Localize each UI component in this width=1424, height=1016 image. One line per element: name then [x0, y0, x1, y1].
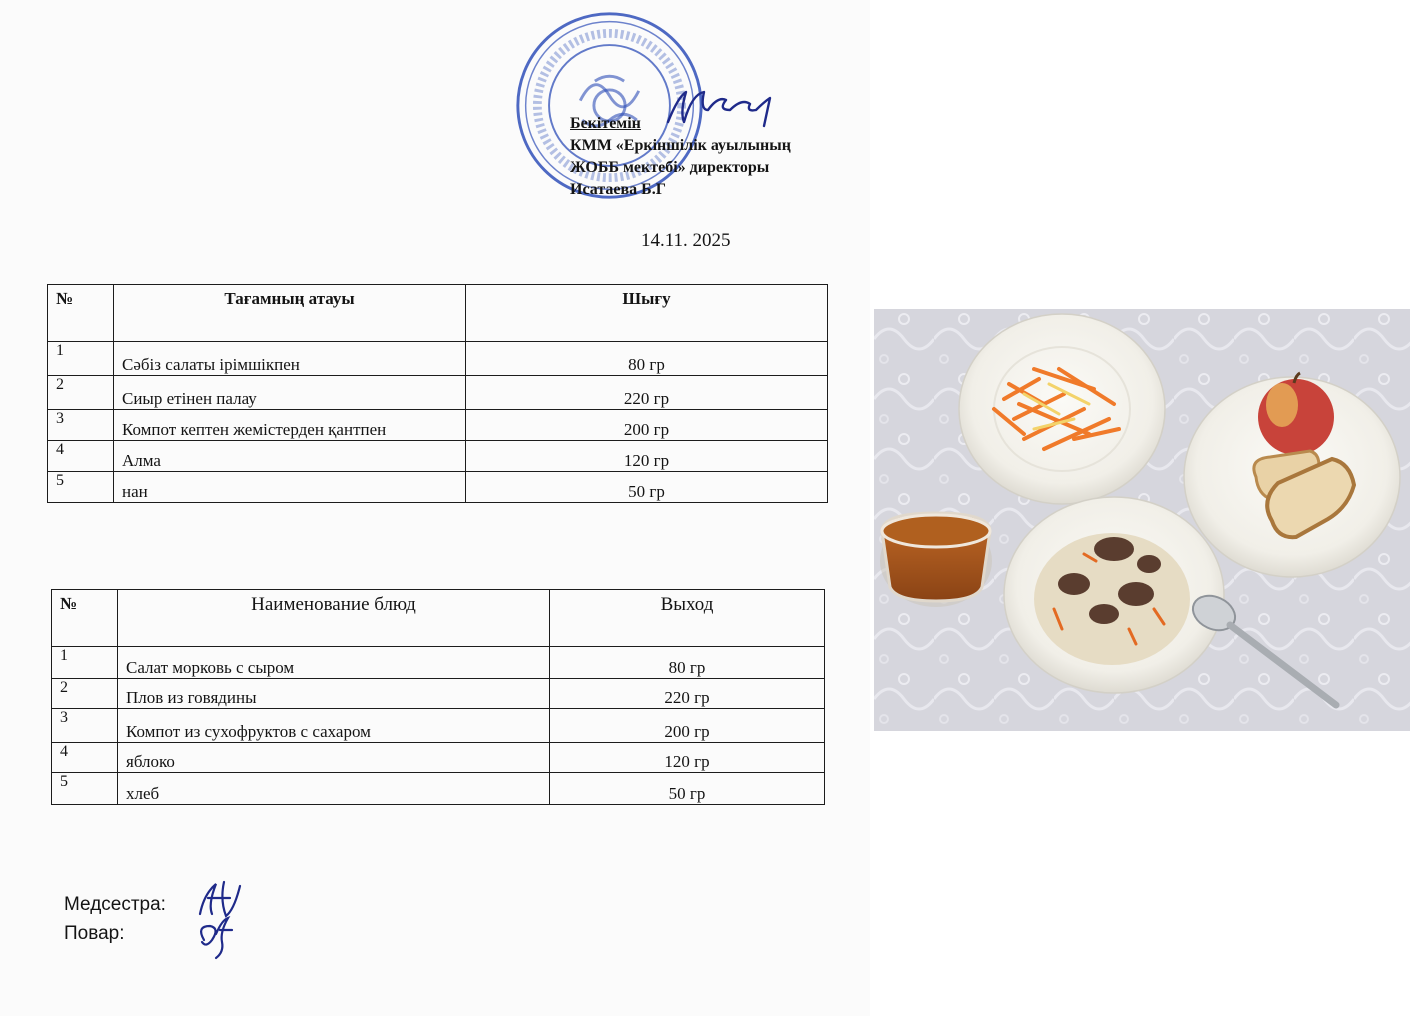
- column-header-output: Шығу: [466, 285, 828, 342]
- dish-output: 120 гр: [466, 441, 828, 472]
- table-row: [52, 743, 825, 773]
- row-number: 5: [48, 472, 114, 503]
- dish-name: яблоко: [118, 743, 550, 773]
- dish-name: Сиыр етінен палау: [114, 376, 466, 410]
- menu-table-kazakh: [47, 284, 828, 503]
- dish-name: Компот из сухофруктов с сахаром: [118, 709, 550, 743]
- table-row: [52, 709, 825, 743]
- dish-output: 80 гр: [550, 647, 825, 679]
- menu-table-russian: [51, 589, 825, 805]
- dish-output: 200 гр: [466, 410, 828, 441]
- dish-name: Плов из говядины: [118, 679, 550, 709]
- dish-output: 220 гр: [550, 679, 825, 709]
- dish-output: 120 гр: [550, 743, 825, 773]
- row-number: 4: [52, 743, 118, 773]
- table-row: [48, 441, 828, 472]
- row-number: 1: [48, 342, 114, 376]
- dish-name: Компот кептен жемістерден қантпен: [114, 410, 466, 441]
- dish-name: Салат морковь с сыром: [118, 647, 550, 679]
- cook-label: Повар:: [64, 923, 125, 944]
- column-header-dish: Наименование блюд: [118, 590, 550, 647]
- table-row: [48, 376, 828, 410]
- dish-name: Алма: [114, 441, 466, 472]
- row-number: 4: [48, 441, 114, 472]
- staff-block: [64, 890, 166, 948]
- row-number: 3: [52, 709, 118, 743]
- carrot-salad-plate: [959, 314, 1165, 504]
- dish-output: 200 гр: [550, 709, 825, 743]
- compote-glass: [880, 513, 992, 607]
- row-number: 3: [48, 410, 114, 441]
- approval-line: КММ «Еркіншілік ауылының: [570, 137, 791, 154]
- row-number: 5: [52, 773, 118, 805]
- table-row: [52, 647, 825, 679]
- column-header-number: №: [52, 590, 118, 647]
- row-number: 2: [48, 376, 114, 410]
- table-row: [52, 679, 825, 709]
- table-row: [48, 472, 828, 503]
- dish-name: нан: [114, 472, 466, 503]
- nurse-label: Медсестра:: [64, 894, 166, 915]
- dish-name: хлеб: [118, 773, 550, 805]
- approval-block: [570, 113, 791, 201]
- column-header-dish: Тағамның атауы: [114, 285, 466, 342]
- dish-output: 220 гр: [466, 376, 828, 410]
- dish-output: 80 гр: [466, 342, 828, 376]
- menu-date: 14.11. 2025: [641, 230, 731, 251]
- table-header-row: [52, 590, 825, 647]
- column-header-output: Выход: [550, 590, 825, 647]
- row-number: 1: [52, 647, 118, 679]
- column-header-number: №: [48, 285, 114, 342]
- dish-output: 50 гр: [466, 472, 828, 503]
- table-header-row: [48, 285, 828, 342]
- approval-line: Исатаева Б.Г: [570, 181, 666, 198]
- dish-output: 50 гр: [550, 773, 825, 805]
- table-row: [52, 773, 825, 805]
- table-row: [48, 410, 828, 441]
- cook-signature-icon: [190, 910, 240, 962]
- table-row: [48, 342, 828, 376]
- row-number: 2: [52, 679, 118, 709]
- plov-plate: [1004, 497, 1224, 693]
- approval-line: ЖОББ мектебі» директоры: [570, 159, 770, 176]
- dish-name: Сәбіз салаты ірімшікпен: [114, 342, 466, 376]
- approval-line: Бекітемін: [570, 115, 641, 132]
- meal-photo: [874, 309, 1410, 731]
